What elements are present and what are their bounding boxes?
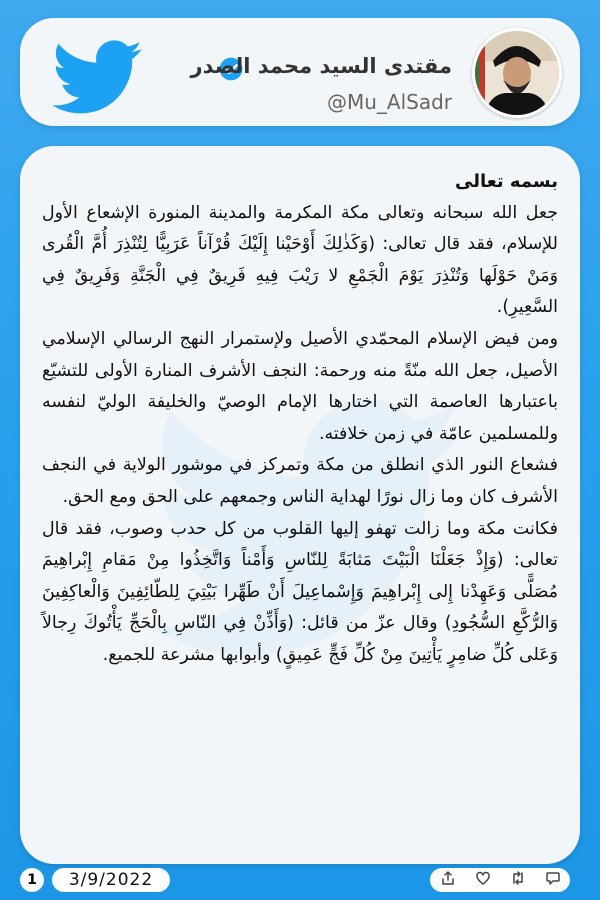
profile-handle[interactable]: @Mu_AlSadr	[326, 90, 452, 114]
tweet-footer	[0, 866, 600, 896]
avatar[interactable]	[472, 28, 562, 118]
profile-name[interactable]: مقتدى السيد محمد الصدر	[190, 54, 452, 78]
tweet-card	[20, 146, 580, 864]
tweet-paragraph: فكانت مكة وما زالت تهفو إليها القلوب من كل حدب وصوب، فقد قال تعالى: (وَإِذْ جَعَلْنَا الْبَيْتَ مَثابَةً لِلنّاسِ وَأَمْناً وَاتَّخِذُوا مِنْ مَقامِ إِبْراهِيمَ مُصَلًّى وَعَهِدْنا إِلى إِبْراهِيمَ وَإِسْماعِيلَ أَنْ طَهِّرا بَيْتِيَ لِلطّائِفِينَ وَالْعاكِفِينَ وَالرُّكَّعِ السُّجُودِ) وقال عزّ من قائل: (وَأَذِّنْ فِي النّاسِ بِالْحَجِّ يَأْتُوكَ رِجالاً وَعَلى كُلِّ ضامِرٍ يَأْتِينَ مِنْ كُلِّ فَجٍّ عَمِيقٍ) وأبوابها مشرعة للجميع.	[42, 518, 558, 665]
retweet-icon[interactable]	[510, 870, 526, 890]
tweet-actions	[430, 868, 570, 892]
tweet-date: 3/9/2022	[52, 868, 170, 892]
tweet-paragraph: جعل الله سبحانه وتعالى مكة المكرمة والمدينة المنورة الإشعاع الأول للإسلام، فقد قال تعالى: (وَكَذٰلِكَ أَوْحَيْنا إِلَيْكَ قُرْآناً عَرَبِيًّا لِتُنْذِرَ أُمَّ الْقُرى وَمَنْ حَوْلَها وَتُنْذِرَ يَوْمَ الْجَمْعِ لا رَيْبَ فِيهِ فَرِيقٌ فِي الْجَنَّةِ وَفَرِيقٌ فِي السَّعِيرِ).	[42, 202, 558, 318]
tweet-paragraph: ومن فيض الإسلام المحمّدي الأصيل ولإستمرار النهج الرسالي الإسلامي الأصيل، جعل الله منّةً منه ورحمة: النجف الأشرف المنارة الأولى للتشيّع باعتبارها العاصمة التي اختارها الإمام الوصيّ والخليفة الوليّ لنفسه وللمسلمين عامّة في زمن خلافته.	[42, 328, 558, 444]
tweet-body	[42, 166, 558, 672]
reply-icon[interactable]	[545, 870, 561, 890]
share-icon[interactable]	[440, 870, 456, 890]
tweet-title: بسمه تعالى	[455, 171, 558, 192]
tweet-paragraph: فشعاع النور الذي انطلق من مكة وتمركز في موشور الولاية في النجف الأشرف كان وما زال نورًا لهداية الناس وجمعهم على الحق ومع الحق.	[42, 455, 558, 507]
page-number: 1	[20, 868, 44, 892]
profile-header	[20, 18, 580, 126]
twitter-bird-icon	[52, 40, 144, 116]
like-icon[interactable]	[475, 870, 491, 890]
